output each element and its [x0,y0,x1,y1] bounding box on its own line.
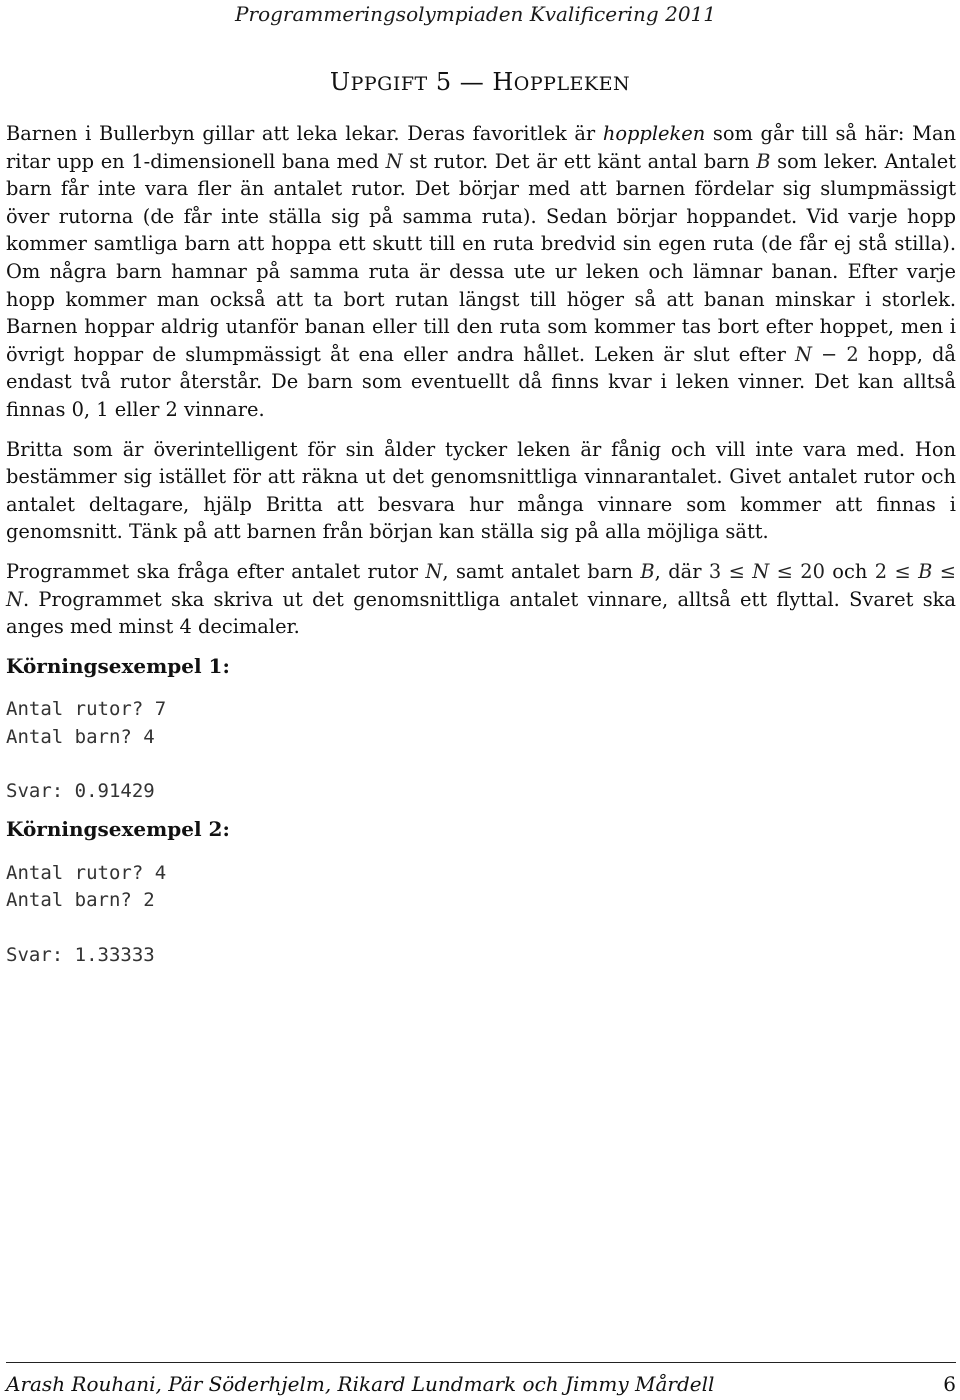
example-input-line: Antal rutor? 7 [6,698,167,721]
math-constant-3: 3 [708,559,722,583]
intro-paragraph [6,120,956,424]
math-le: ≤ [769,559,801,583]
problem-body [6,120,956,977]
title-part2-cap: H [492,68,514,96]
math-minus-two: − 2 [811,342,859,366]
intro-text-3: st rutor. Det är ett känt antal barn [402,149,757,173]
example-heading: Körningsexempel 2: [6,817,230,842]
math-B: B [918,559,933,583]
math-N: N [425,559,443,583]
math-B: B [640,559,655,583]
footer-authors: Arash Rouhani, Pär Söderhjelm, Rikard Lundmark och Jimmy Mårdell [6,1372,715,1396]
title-part2-rest: OPPLEKEN [513,73,631,95]
program-text-5: . Programmet ska skriva ut det genomsnittliga antalet vinnare, alltså ett flyttal. Svaret ska anges med minst 4 decimaler. [6,587,956,639]
intro-emphasis: hoppleken [602,122,706,145]
title-part1-cap: U [329,68,351,96]
example-1 [6,653,956,806]
britta-paragraph: Britta som är överintelligent för sin ålder tycker leken är fånig och vill inte vara med. Hon bestämmer sig istället för att räkna ut det genomsnittliga vinnarantalet. Givet antalet rutor och antalet deltagare, hjälp Britta att besvara hur många vinnare som kommer att finnas i genomsnitt. Tänk på att barnen från början kan ställa sig på alla möjliga sätt. [6,437,956,544]
math-B: B [756,149,771,173]
math-constant-20: 20 [800,559,825,583]
math-N: N [385,149,403,173]
example-heading: Körningsexempel 1: [6,653,230,678]
math-le: ≤ [887,559,919,583]
intro-text-5: hopp, då endast två rutor återstår. De barn som eventuellt då finns kvar i leken vinner. Det kan alltså finnas 0, 1 eller 2 vinnare. [6,342,956,421]
example-input-line: Antal barn? 4 [6,725,155,748]
math-le: ≤ [932,559,956,583]
intro-text-4: som leker. Antalet barn får inte vara fler än antalet rutor. Det börjar med att barnen fördelar sig slumpmässigt över rutorna (de får inte ställa sig på samma ruta). Sedan börjar hoppandet. Vid varje hopp kommer samtliga barn att hoppa ett skutt till en ruta bredvid sin egen ruta (de får ej stå stilla). Om några barn hamnar på samma ruta är dessa ute ur leken och lämnar banan. Efter varje hopp kommer man också att ta bort rutan längst till höger så att banan minskar i storlek. Barnen hoppar aldrig utanför banan eller till den ruta som kommer tas bort efter hoppet, men i övrigt hoppar de slumpmässigt åt ena eller andra hållet. Leken är slut efter [6,149,956,366]
math-constant-2: 2 [874,559,888,583]
program-text-4: och [824,559,875,583]
program-text-1: Programmet ska fråga efter antalet rutor [6,559,426,583]
problem-title [0,68,960,96]
math-le: ≤ [721,559,753,583]
intro-text-2: som går till så här: Man ritar upp en 1-dimensionell bana med [6,122,956,173]
example-answer: Svar: 0.91429 [6,780,155,803]
example-input-line: Antal rutor? 4 [6,861,167,884]
title-separator: 5 — [427,68,493,96]
title-part1-rest: PPGIFT [350,73,428,95]
math-N: N [752,559,770,583]
program-paragraph [6,558,956,641]
example-2 [6,816,956,969]
running-header: Programmeringsolympiaden Kvalificering 2011 [235,2,716,26]
footer-divider [6,1362,956,1363]
math-N: N [794,342,812,366]
program-text-2: , samt antalet barn [442,559,641,583]
program-text-3: , där [654,559,709,583]
example-input-line: Antal barn? 2 [6,889,155,912]
math-N: N [6,587,23,611]
page-number: 6 [943,1372,956,1396]
intro-text-1: Barnen i Bullerbyn gillar att leka lekar. Deras favoritlek är [6,122,603,145]
example-answer: Svar: 1.33333 [6,943,155,966]
